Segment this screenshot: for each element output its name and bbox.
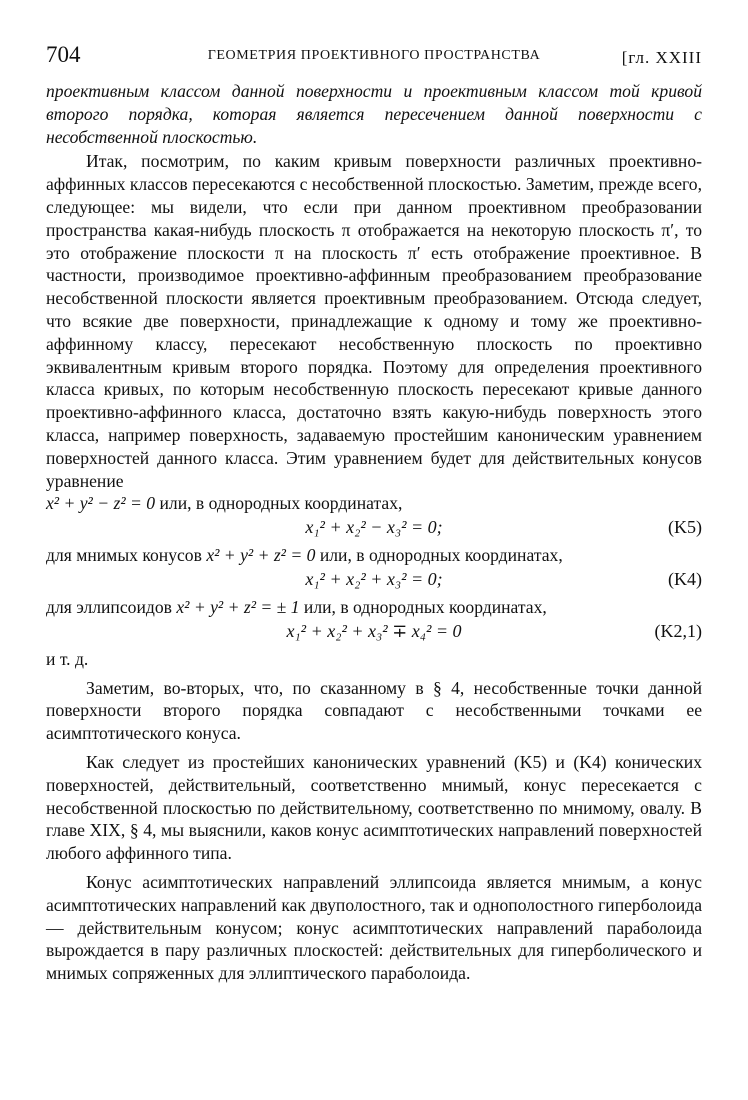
paragraph-3: Как следует из простейших канонических уравнений (K5) и (K4) конических поверхностей, действительный, соответственно мнимый, конус пересекается с несобственной плоскостью по действительному, соответственно по мнимому, овалу. В главе XIX, § 4, мы выяснили, каков конус асимптотических направлений поверхностей любого аффинного типа. xyxy=(46,751,702,864)
page-number: 704 xyxy=(46,42,81,67)
etc-line: и т. д. xyxy=(46,648,89,669)
equation-k4-formula: x₁² + x₂² + x₃² = 0; xyxy=(305,568,443,589)
equation-k5-formula: x₁² + x₂² − x₃² = 0; xyxy=(305,517,443,538)
running-title: ГЕОМЕТРИЯ ПРОЕКТИВНОГО ПРОСТРАНСТВА xyxy=(207,48,541,63)
paragraph-2: Заметим, во-вторых, что, по сказанному в § 4, несобственные точки данной поверхности второго порядка совпадают с несобственными точками ее асимптотического конуса. xyxy=(46,677,702,744)
equation-k5 xyxy=(46,515,702,544)
equation-k4-tag: (K4) xyxy=(668,568,702,589)
equation-k21-formula: x₁² + x₂² + x₃² ∓ x₄² = 0 xyxy=(286,620,462,641)
intro-italic-text: проективным классом данной поверхности и проективным классом той кривой второго порядка, которая является пересечением данной поверхности с несобственной плоскостью. xyxy=(46,81,702,147)
paragraph-1 xyxy=(46,150,702,492)
equation-k21 xyxy=(46,619,702,648)
page-header xyxy=(46,40,702,80)
paragraph-4: Конус асимптотических направлений эллипсоида является мнимым, а конус асимптотических направлений как двуполостного, так и однополостного гиперболоида — действительным конусом; конус асимптотических направлений параболоида вырождается в пару различных плоскостей: действительных для гиперболического и мнимых сопряженных для эллиптического параболоида. xyxy=(46,871,702,984)
equation-k21-tag: (K2,1) xyxy=(654,620,702,641)
paragraph-1-text: Итак, посмотрим, по каким кривым поверхности различных проективно-аффинных классов пересекаются с несобственной плоскостью. Заметим, прежде всего, следующее: мы видели, что если при данном проективном преобразовании пространства какая-нибудь плоскость π отображается на некоторую плоскость π′, то это отображение плоскости π на плоскость π′ есть отображение проективное. В частности, производимое проективно-аффинным преобразованием преобразование несобственной плоскости является проективным преобразованием. Отсюда следует, что всякие две поверхности, принадлежащие к одному и тому же проективно-аффинному классу, пересекают несобственную плоскость по проективно эквивалентным кривым второго порядка. Поэтому для определения проективного класса кривых, по которым несобственную плоскость пересекают кривые данного проективно-аффинного класса, достаточно взять какую-нибудь поверхность этого класса, например поверхность, задаваемую простейшим каноническим уравнением поверхностей данного класса. Этим уравнением будет для действительных конусов уравнение xyxy=(46,151,702,491)
ellipsoid-lead: для эллипсоидов xyxy=(46,596,172,617)
ellipsoid-equation: x² + y² + z² = ± 1 xyxy=(176,596,300,617)
imaginary-cone-homog-text: или, в однородных координатах, xyxy=(319,545,563,566)
book-page xyxy=(46,40,702,985)
equation-k5-tag: (K5) xyxy=(668,517,702,538)
imaginary-cone-equation: x² + y² + z² = 0 xyxy=(206,545,316,566)
ellipsoid-homog-text: или, в однородных координатах, xyxy=(303,596,547,617)
real-cone-equation: x² + y² − z² = 0 xyxy=(46,493,156,514)
imaginary-cone-lead: для мнимых конусов xyxy=(46,545,202,566)
equation-k4 xyxy=(46,567,702,596)
real-cone-line xyxy=(46,492,702,515)
imaginary-cone-line xyxy=(46,544,702,567)
real-cone-homog-text: или, в однородных координатах, xyxy=(159,493,403,514)
chapter-reference: [гл. XXIII xyxy=(621,48,702,67)
ellipsoid-line xyxy=(46,596,702,619)
